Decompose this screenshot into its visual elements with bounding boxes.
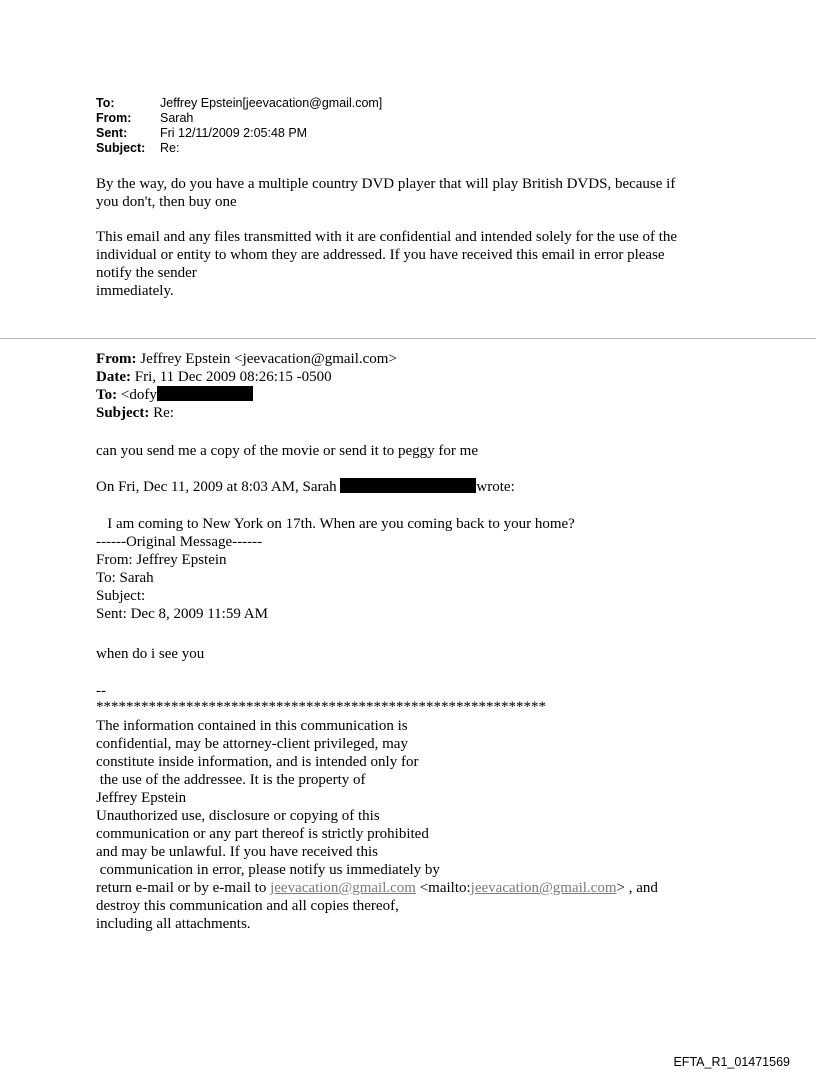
quoted-subject-row bbox=[96, 404, 397, 422]
header-from-value: Sarah bbox=[160, 111, 194, 125]
quoted-attribution bbox=[96, 478, 515, 496]
notice-line: communication in error, please notify us immediately by bbox=[96, 862, 440, 878]
quoted-message-text: can you send me a copy of the movie or send it to peggy for me bbox=[96, 443, 478, 459]
disclaimer-line: This email and any files transmitted with it are confidential and intended solely for the use of the bbox=[96, 229, 678, 245]
original-message-header: ------Original Message------ bbox=[96, 534, 263, 550]
quoted-subject-value: Re: bbox=[149, 405, 174, 421]
quoted-to-row bbox=[96, 386, 397, 404]
reply-line: I am coming to New York on 17th. When are you coming back to your home? bbox=[96, 516, 575, 532]
original-to: To: Sarah bbox=[96, 570, 154, 586]
quoted-to-value: <dofy bbox=[117, 387, 157, 403]
header-sent-label: Sent: bbox=[96, 126, 128, 140]
header-subject-value: Re: bbox=[160, 141, 180, 155]
header-subject-label: Subject: bbox=[96, 141, 146, 155]
original-sent: Sent: Dec 8, 2009 11:59 AM bbox=[96, 606, 268, 622]
notice-line: and may be unlawful. If you have received this bbox=[96, 844, 378, 860]
original-body bbox=[96, 645, 204, 663]
body-disclaimer bbox=[96, 228, 677, 300]
body-paragraph bbox=[96, 175, 675, 211]
notice-line: communication or any part thereof is strictly prohibited bbox=[96, 826, 429, 842]
notice-line-with-links bbox=[96, 879, 658, 897]
attribution-suffix: wrote: bbox=[476, 479, 515, 495]
quoted-header bbox=[96, 350, 397, 422]
header-from-row bbox=[96, 111, 382, 126]
signature-stars: ************************************************************ bbox=[96, 699, 546, 715]
email-header bbox=[96, 96, 382, 156]
confidentiality-notice bbox=[96, 717, 658, 933]
original-body-text: when do i see you bbox=[96, 646, 205, 662]
notice-line: confidential, may be attorney-client privileged, may bbox=[96, 736, 408, 752]
quoted-message bbox=[96, 442, 478, 460]
attribution-prefix: On Fri, Dec 11, 2009 at 8:03 AM, Sarah bbox=[96, 479, 341, 495]
notice-text: return e-mail or by e-mail to bbox=[96, 880, 271, 896]
body-line: you don't, then buy one bbox=[96, 194, 237, 210]
notice-text: <mailto: bbox=[415, 880, 471, 896]
header-to-label: To: bbox=[96, 96, 115, 110]
notice-text: > , and bbox=[616, 880, 658, 896]
notice-line: Unauthorized use, disclosure or copying of this bbox=[96, 808, 380, 824]
header-to-row bbox=[96, 96, 382, 111]
quoted-from-label: From: bbox=[96, 351, 137, 367]
header-to-value: Jeffrey Epstein[jeevacation@gmail.com] bbox=[160, 96, 383, 110]
disclaimer-line: immediately. bbox=[96, 283, 174, 299]
notice-line: including all attachments. bbox=[96, 916, 251, 932]
mailto-link[interactable]: jeevacation@gmail.com bbox=[470, 880, 617, 896]
original-message bbox=[96, 515, 575, 623]
notice-line: The information contained in this communication is bbox=[96, 718, 408, 734]
signature-separator bbox=[96, 682, 546, 714]
original-subject: Subject: bbox=[96, 588, 146, 604]
quoted-from-value: Jeffrey Epstein <jeevacation@gmail.com> bbox=[136, 351, 397, 367]
attribution-line bbox=[96, 478, 515, 496]
notice-line: destroy this communication and all copies thereof, bbox=[96, 898, 399, 914]
redaction-box bbox=[157, 386, 253, 401]
notice-line: Jeffrey Epstein bbox=[96, 790, 187, 806]
quoted-date-row bbox=[96, 368, 397, 386]
header-sent-value: Fri 12/11/2009 2:05:48 PM bbox=[160, 126, 308, 140]
section-divider bbox=[0, 338, 816, 339]
disclaimer-line: individual or entity to whom they are addressed. If you have received this email in error please bbox=[96, 247, 665, 263]
notice-line: constitute inside information, and is intended only for bbox=[96, 754, 419, 770]
header-from-label: From: bbox=[96, 111, 132, 125]
quoted-date-label: Date: bbox=[96, 369, 131, 385]
redaction-box bbox=[340, 478, 476, 493]
body-line: By the way, do you have a multiple country DVD player that will play British DVDS, because if bbox=[96, 176, 676, 192]
signature-dashes: -- bbox=[96, 683, 106, 699]
disclaimer-line: notify the sender bbox=[96, 265, 197, 281]
header-sent-row bbox=[96, 126, 382, 141]
header-subject-row bbox=[96, 141, 382, 156]
notice-line: the use of the addressee. It is the property of bbox=[96, 772, 366, 788]
quoted-to-label: To: bbox=[96, 387, 118, 403]
email-link[interactable]: jeevacation@gmail.com bbox=[270, 880, 416, 896]
original-from: From: Jeffrey Epstein bbox=[96, 552, 227, 568]
document-id: EFTA_R1_01471569 bbox=[673, 1055, 790, 1069]
quoted-from-row bbox=[96, 350, 397, 368]
quoted-date-value: Fri, 11 Dec 2009 08:26:15 -0500 bbox=[130, 369, 332, 385]
quoted-subject-label: Subject: bbox=[96, 405, 150, 421]
